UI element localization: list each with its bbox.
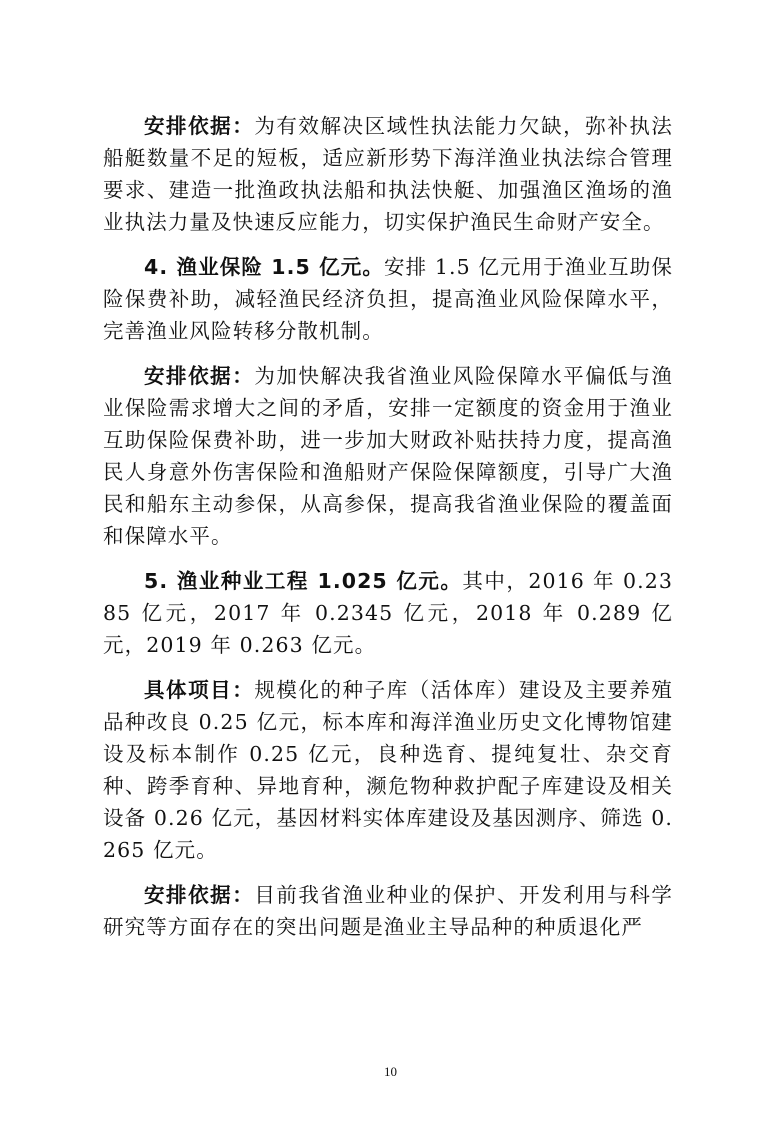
paragraph-lead: 安排依据： [144,114,255,138]
paragraph-text: 规模化的种子库（活体库）建设及主要养殖品种改良 0.25 亿元，标本库和海洋渔业历史文化博物馆建设及标本制作 0.25 亿元，良种选育、提纯复壮、杂交育种、跨季育种、异地育种，濒危物种救护配子库建设及相关设备 0.26 亿元，基因材料实体库建设及基因测序、筛选 0.265 亿元。 [103,678,674,862]
document-page [103,110,673,956]
paragraph-fishery-insurance [103,251,673,347]
paragraph-lead: 具体项目： [144,678,255,702]
page-number: 10 [384,1064,397,1079]
paragraph-seed-industry-project [103,565,673,661]
paragraph-text: 目前我省渔业种业的保护、开发利用与科学研究等方面存在的突出问题是渔业主导品种的种质退化严 [103,883,674,939]
paragraph-text: 为有效解决区域性执法能力欠缺，弥补执法船艇数量不足的短板，适应新形势下海洋渔业执法综合管理要求、建造一批渔政执法船和执法快艇、加强渔区渔场的渔业执法力量及快速反应能力，切实保护渔民生命财产安全。 [103,114,674,234]
paragraph-lead: 安排依据： [144,364,255,388]
paragraph-text: 安排 1.5 亿元用于渔业互助保险保费补助，减轻渔民经济负担，提高渔业风险保障水平，完善渔业风险转移分散机制。 [103,255,673,343]
paragraph-lead: 5. 渔业种业工程 1.025 亿元。 [144,569,463,593]
paragraph-arrangement-basis-insurance [103,360,673,552]
paragraph-arrangement-basis-seed [103,879,673,943]
paragraph-text: 为加快解决我省渔业风险保障水平偏低与渔业保险需求增大之间的矛盾，安排一定额度的资金用于渔业互助保险保费补助，进一步加大财政补贴扶持力度，提高渔民人身意外伤害保险和渔船财产保险保障额度，引导广大渔民和船东主动参保，从高参保，提高我省渔业保险的覆盖面和保障水平。 [103,364,674,548]
paragraph-lead: 安排依据： [144,883,255,907]
paragraph-arrangement-basis-enforcement [103,110,673,238]
paragraph-lead: 4. 渔业保险 1.5 亿元。 [144,255,384,279]
paragraph-text: 其中，2016 年 0.2385 亿元，2017 年 0.2345 亿元，2018 年 0.289 亿元，2019 年 0.263 亿元。 [103,569,673,657]
paragraph-specific-projects [103,674,673,866]
